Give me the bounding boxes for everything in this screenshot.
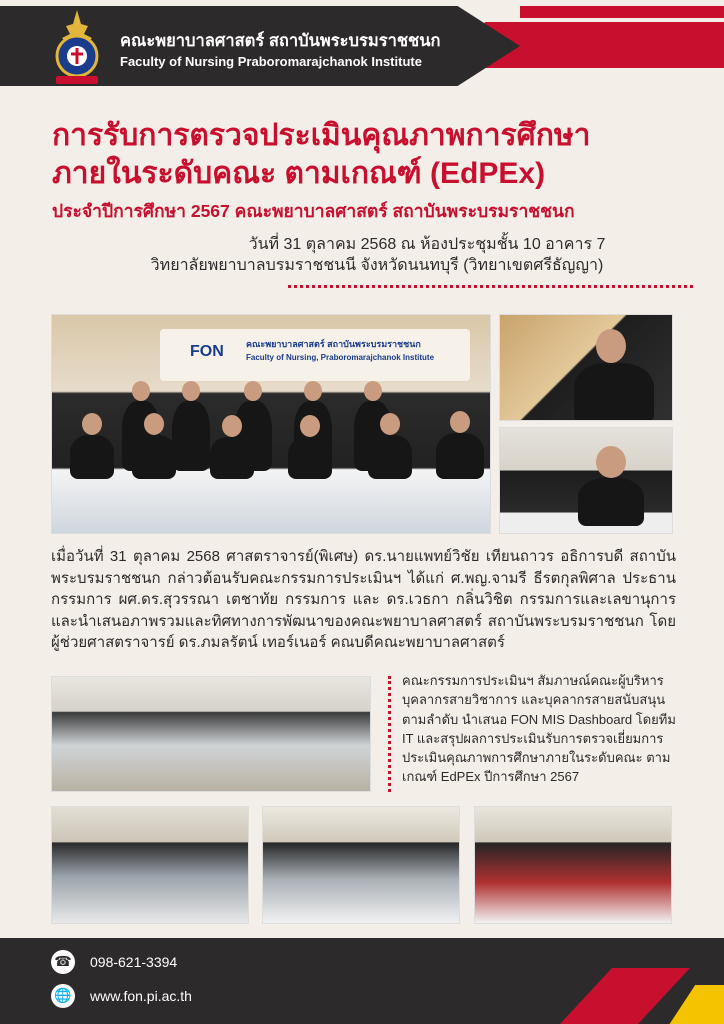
person-head xyxy=(304,381,322,401)
person-figure xyxy=(578,478,644,526)
dotted-divider xyxy=(288,285,693,288)
director-photo xyxy=(499,314,673,421)
header-accent-bar xyxy=(520,6,724,18)
person-head xyxy=(144,413,164,435)
person-figure xyxy=(436,433,484,479)
person-head xyxy=(222,415,242,437)
person-head xyxy=(132,381,150,401)
headline-subtitle: ประจำปีการศึกษา 2567 คณะพยาบาลศาสตร์ สถาบันพระบรมราชชนก xyxy=(52,201,575,221)
interview-photo-1 xyxy=(51,806,249,924)
globe-icon: 🌐 xyxy=(51,984,75,1008)
headline-line-2: ภายในระดับคณะ ตามเกณฑ์ (EdPEx) xyxy=(52,157,546,190)
photo-backdrop-banner xyxy=(160,329,470,381)
person-head xyxy=(596,446,626,478)
headline-line-1: การรับการตรวจประเมินคุณภาพการศึกษา xyxy=(52,119,591,152)
contact-phone[interactable]: 098-621-3394 xyxy=(90,954,178,970)
person-head xyxy=(450,411,470,433)
website-link[interactable]: www.fon.pi.ac.th xyxy=(90,988,192,1004)
person-figure xyxy=(172,401,210,471)
person-figure xyxy=(210,437,254,479)
committee-photo xyxy=(499,427,673,534)
fon-logo-text: FON xyxy=(190,343,224,360)
phone-icon: ☎ xyxy=(51,950,75,974)
person-head xyxy=(300,415,320,437)
person-head xyxy=(364,381,382,401)
person-head xyxy=(182,381,200,401)
person-figure xyxy=(574,363,654,421)
person-head xyxy=(82,413,102,435)
dashboard-presentation-photo xyxy=(474,806,672,924)
person-figure xyxy=(132,435,176,479)
group-photo xyxy=(51,314,491,534)
person-figure xyxy=(70,435,114,479)
event-venue: วิทยาลัยพยาบาลบรมราชชนนี จังหวัดนนทบุรี (วิทยาเขตศรีธัญญา) xyxy=(150,257,604,274)
person-figure xyxy=(288,437,332,479)
org-name-english: Faculty of Nursing Praboromarajchanok Institute xyxy=(120,54,422,69)
meeting-room-photo xyxy=(51,676,371,792)
article-paragraph: เมื่อวันที่ 31 ตุลาคม 2568 ศาสตราจารย์(พิเศษ) ดร.นายแพทย์วิชัย เทียนถาวร อธิการบดี สถาบันพระบรมราชชนก กล่าวต้อนรับคณะกรรมการประเมินฯ ได้แก่ ศ.พญ.จามรี ธีรตกุลพิศาล ประธานกรรมการ ผศ.ดร.สุวรรณา เตชาทัย กรรมการ และ ดร.เวธกา กลิ่นวิชิต กรรมการและเลขานุการ และนำเสนอภาพรวมและทิศทางการพัฒนาของคณะพยาบาลศาสตร์ สถาบันพระบรมราชชนก โดยผู้ช่วยศาสตราจารย์ ดร.ภมลรัตน์ เทอร์เนอร์ คณบดีคณะพยาบาลศาสตร์ xyxy=(51,548,676,651)
person-head xyxy=(380,413,400,435)
faculty-seal-icon xyxy=(48,10,106,88)
person-figure xyxy=(368,435,412,479)
banner-thai-text: คณะพยาบาลศาสตร์ สถาบันพระบรมราชชนก xyxy=(246,339,421,349)
side-paragraph: คณะกรรมการประเมินฯ สัมภาษณ์คณะผู้บริหาร บุคลากรสายวิชาการ และบุคลากรสายสนับสนุน ตามลำดับ นำเสนอ FON MIS Dashboard โดยทีม IT และสรุปผลการประเมินรับการตรวจเยี่ยมการประเมินคุณภาพการศึกษาภายในระดับคณะ ตามเกณฑ์ EdPEx ปีการศึกษา 2567 xyxy=(402,673,676,785)
interview-photo-2 xyxy=(262,806,460,924)
banner-english-text: Faculty of Nursing, Praboromarajchanok Institute xyxy=(246,353,435,362)
vertical-dotted-divider xyxy=(388,676,391,792)
person-head xyxy=(596,329,626,363)
org-name-thai: คณะพยาบาลศาสตร์ สถาบันพระบรมราชชนก xyxy=(120,32,441,50)
event-date: วันที่ 31 ตุลาคม 2568 ณ ห้องประชุมชั้น 10 อาคาร 7 xyxy=(248,236,606,253)
person-head xyxy=(244,381,262,401)
